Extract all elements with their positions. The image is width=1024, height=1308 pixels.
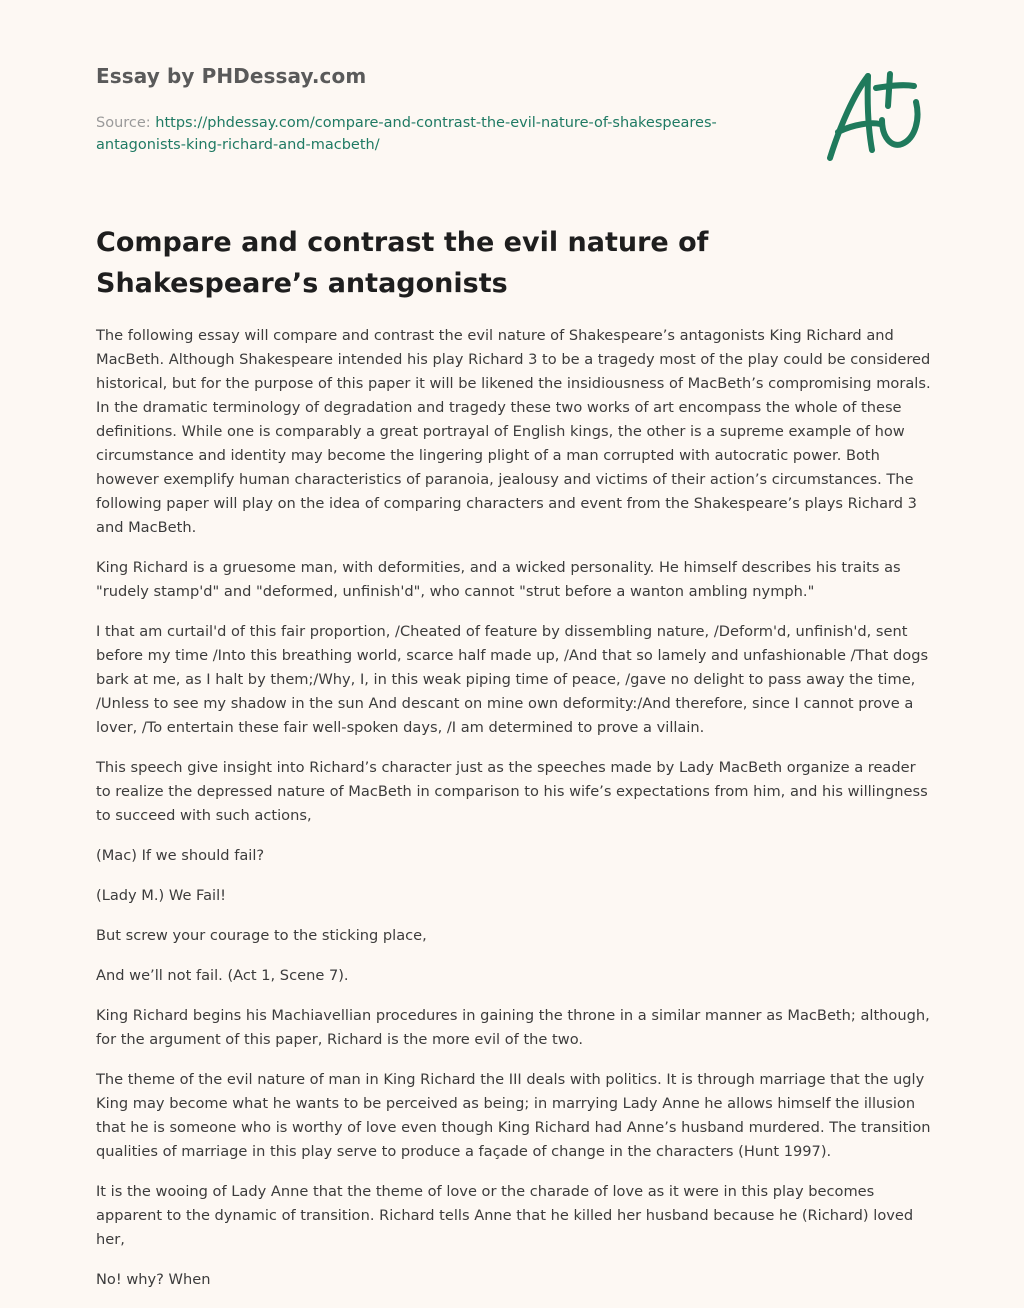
paragraph: The following essay will compare and contrast the evil nature of Shakespeare’s antagonists King Richard and MacBeth. Although Shakespeare intended his play Richard 3 to be a tragedy most of the play could be considered historical, but for the purpose of this paper it will be likened the insidiousness of MacBeth’s compromising morals. In the dramatic terminology of degradation and tragedy these two works of art encompass the whole of these definitions. While one is comparably a great portrayal of English kings, the other is a supreme example of how circumstance and identity may become the lingering plight of a man corrupted with autocratic power. Both however exemplify human characteristics of paranoia, jealousy and victims of their action’s circumstances. The following paper will play on the idea of comparing characters and event from the Shakespeare’s plays Richard 3 and MacBeth. [96,327,931,536]
paragraph: It is the wooing of Lady Anne that the theme of love or the charade of love as it were in this play becomes apparent to the dynamic of transition. Richard tells Anne that he killed her husband because he (Richard) loved her, [96,1183,914,1248]
paragraph: (Lady M.) We Fail! [96,887,227,904]
essay-title: Compare and contrast the evil nature of Shakespeare’s antagonists [96,227,709,299]
source-label: Source: [96,115,156,131]
essay-body [96,324,932,1308]
paragraph: King Richard begins his Machiavellian procedures in gaining the throne in a similar manner as MacBeth; although, for the argument of this paper, Richard is the more evil of the two. [96,1007,930,1048]
paragraph: I that am curtail'd of this fair proportion, /Cheated of feature by dissembling nature, /Deform'd, unfinish'd, sent before my time /Into this breathing world, scarce half made up, /And that so lamely and unfashionable /That dogs bark at me, as I halt by them;/Why, I, in this weak piping time of peace, /gave no delight to pass away the time, /Unless to see my shadow in the sun And descant on mine own deformity:/And therefore, since I cannot prove a lover, /To entertain these fair well-spoken days, /I am determined to prove a villain. [96,623,929,736]
source-line [96,112,796,156]
paragraph: (Mac) If we should fail? [96,847,265,864]
paragraph: And we’ll not fail. (Act 1, Scene 7). [96,967,349,984]
source-link[interactable]: https://phdessay.com/compare-and-contrast-the-evil-nature-of-shakespeares-antagonists-king-richard-and-macbeth/ [96,115,717,153]
a-plus-logo-icon [820,66,930,166]
paragraph: But screw your courage to the sticking place, [96,927,427,944]
paragraph: This speech give insight into Richard’s character just as the speeches made by Lady MacBeth organize a reader to realize the depressed nature of MacBeth in comparison to his wife’s expectations from him, and his willingness to succeed with such actions, [96,759,928,824]
paragraph: The theme of the evil nature of man in King Richard the III deals with politics. It is through marriage that the ugly King may become what he wants to be perceived as being; in marrying Lady Anne he allows himself the illusion that he is someone who is worthy of love even though King Richard had Anne’s husband murdered. The transition qualities of marriage in this play serve to produce a façade of change in the characters (Hunt 1997). [96,1071,931,1160]
site-brand: Essay by PHDessay.com [96,64,367,88]
paragraph: No! why? When [96,1271,211,1288]
paragraph: King Richard is a gruesome man, with deformities, and a wicked personality. He himself describes his traits as "rudely stamp'd" and "deformed, unfinish'd", who cannot "strut before a wanton ambling nymph." [96,559,901,600]
